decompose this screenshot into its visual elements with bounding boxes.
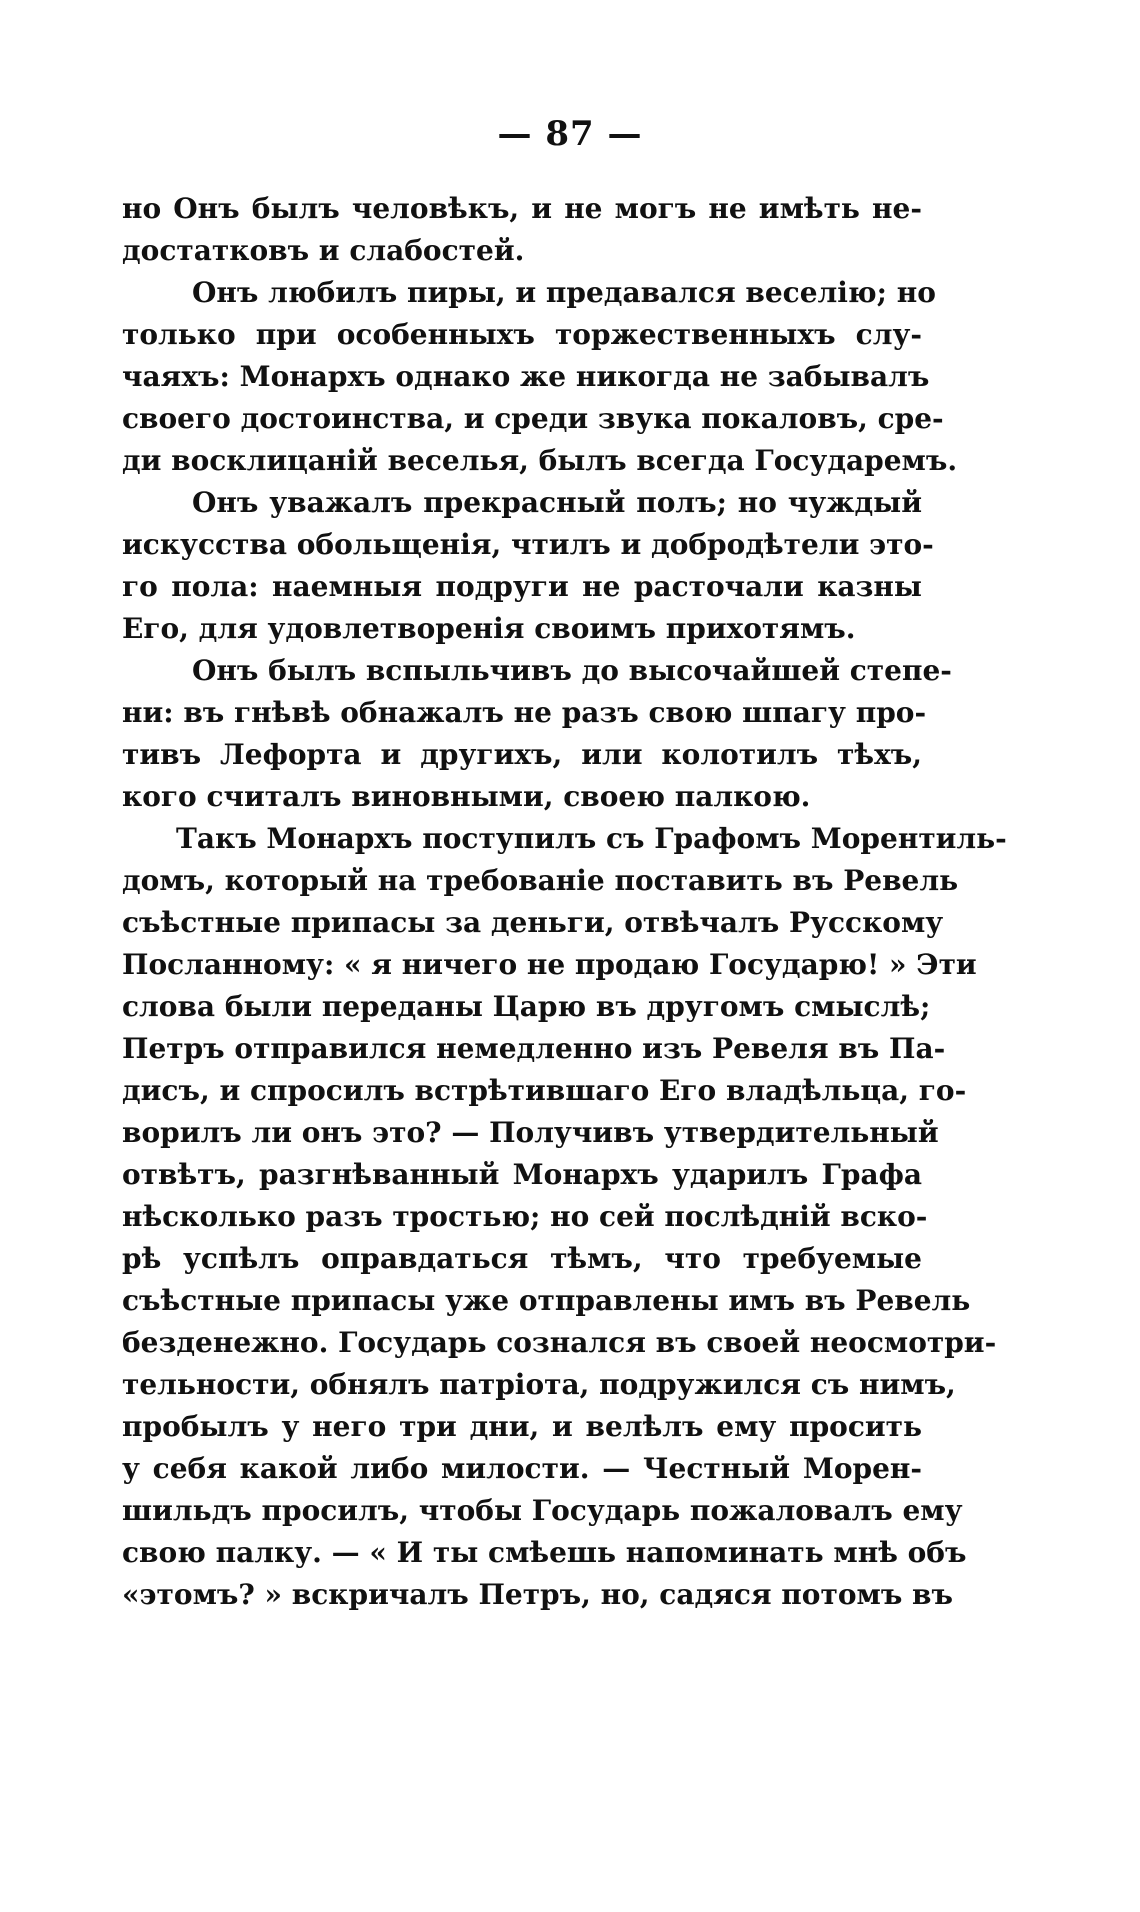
text-line: Петръ отправился немедленно изъ Ревеля въ Па- xyxy=(122,1032,946,1065)
text-line: достатковъ и слабостей. xyxy=(122,234,525,267)
text-line: рѣ успѣлъ оправдаться тѣмъ, что требуемые xyxy=(122,1242,922,1275)
text-line: Онъ былъ вспыльчивъ до высочайшей степе- xyxy=(192,654,952,687)
text-line: ни: въ гнѣвѣ обнажалъ не разъ свою шпагу про- xyxy=(122,696,927,729)
text-line: кого считалъ виновными, своею палкою. xyxy=(122,780,811,813)
text-line: только при особенныхъ торжественныхъ слу- xyxy=(122,318,922,351)
text-line: съѣстные припасы за деньги, отвѣчалъ Русскому xyxy=(122,906,944,939)
text-line: чаяхъ: Монархъ однако же никогда не забывалъ xyxy=(122,360,930,393)
text-line: отвѣтъ, разгнѣванный Монархъ ударилъ Графа xyxy=(122,1158,922,1191)
text-line: тивъ Лефорта и другихъ, или колотилъ тѣхъ, xyxy=(122,738,922,771)
text-line: слова были переданы Царю въ другомъ смыслѣ; xyxy=(122,990,931,1023)
text-line: ди восклицаній веселья, былъ всегда Государемъ. xyxy=(122,444,958,477)
text-line: искусства обольщенія, чтилъ и добродѣтели это- xyxy=(122,528,934,561)
text-line: Посланному: « я ничего не продаю Государю! » Эти xyxy=(122,948,977,981)
text-line: дисъ, и спросилъ встрѣтившаго Его владѣльца, го- xyxy=(122,1074,967,1107)
text-line: Онъ уважалъ прекрасный полъ; но чуждый xyxy=(192,486,922,519)
text-line: нѣсколько разъ тростью; но сей послѣдній вско- xyxy=(122,1200,928,1233)
page-number: — 87 — xyxy=(497,114,643,154)
text-line: съѣстные припасы уже отправлены имъ въ Ревель xyxy=(122,1284,971,1317)
text-line: шильдъ просилъ, чтобы Государь пожаловалъ ему xyxy=(122,1494,963,1527)
text-line: пробылъ у него три дни, и велѣлъ ему просить xyxy=(122,1410,922,1443)
text-line: тельности, обнялъ патріота, подружился съ нимъ, xyxy=(122,1368,956,1401)
text-line: Его, для удовлетворенія своимъ прихотямъ. xyxy=(122,612,856,645)
text-line: своего достоинства, и среди звука покаловъ, сре- xyxy=(122,402,944,435)
text-line: Онъ любилъ пиры, и предавался веселію; но xyxy=(192,276,936,309)
text-line: домъ, который на требованіе поставить въ Ревель xyxy=(122,864,959,897)
text-line: го пола: наемныя подруги не расточали казны xyxy=(122,570,922,603)
text-line: свою палку. — « И ты смѣешь напоминать мнѣ объ xyxy=(122,1536,967,1569)
text-line: но Онъ былъ человѣкъ, и не могъ не имѣть не- xyxy=(122,192,922,225)
body-text xyxy=(122,188,1007,1616)
text-line: у себя какой либо милости. — Честный Морен- xyxy=(122,1452,922,1485)
text-line: «этомъ? » вскричалъ Петръ, но, садяся потомъ въ xyxy=(122,1578,953,1611)
text-line: безденежно. Государь сознался въ своей неосмотри- xyxy=(122,1326,997,1359)
text-line: Такъ Монархъ поступилъ съ Графомъ Морентиль- xyxy=(176,822,1007,855)
text-line: ворилъ ли онъ это? — Получивъ утвердительный xyxy=(122,1116,939,1149)
